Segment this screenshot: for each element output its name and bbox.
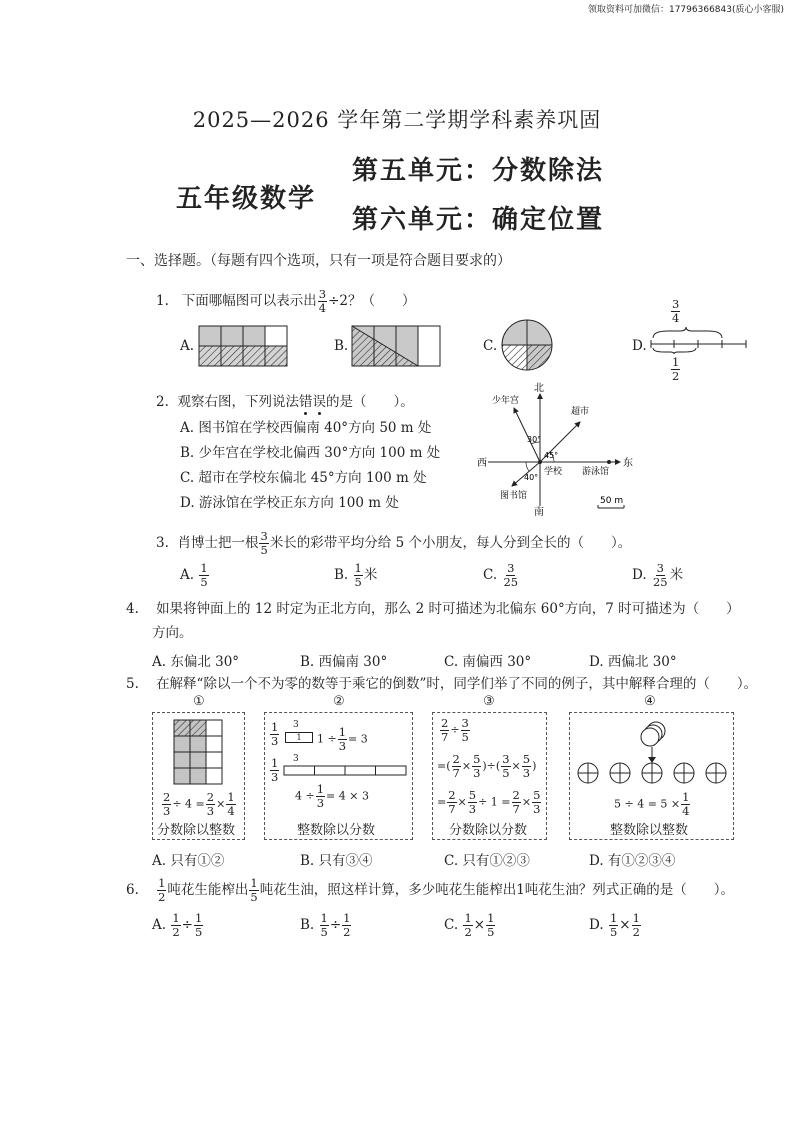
q5-option-a: A. 只有①② bbox=[152, 853, 225, 869]
map-angle-45: 45° bbox=[544, 451, 559, 460]
q3-option-d: D. $\frac{3}{25}$ 米 bbox=[632, 561, 684, 589]
q1-figure-c bbox=[501, 319, 553, 371]
q4-stem-line1: 4. 如果将钟面上的 12 时定为正北方向，那么 2 时可描述为北偏东 60°方向，7 时可描述为（ ） bbox=[126, 601, 740, 617]
q1-stem bbox=[156, 288, 416, 315]
q1-figure-b bbox=[351, 325, 443, 367]
map-south: 南 bbox=[534, 507, 544, 518]
q5-marker-3: ③ bbox=[483, 694, 495, 709]
q6-option-b: B. $\frac{1}{5}$ ÷ $\frac{1}{2}$ bbox=[300, 911, 351, 939]
section-title: 一、选择题。（每题有四个选项，只有一项是符合题目要求的） bbox=[126, 253, 511, 269]
q5-caption-2: 整数除以分数 bbox=[297, 823, 376, 838]
q5-box-3 bbox=[432, 712, 547, 840]
q1-fraction: $\frac{3}{4}$ bbox=[318, 287, 327, 315]
q5-box2-eq1: 1 ÷ $\frac{1}{3}$ = 3 bbox=[317, 725, 368, 753]
q3-option-b: B. $\frac{1}{5}$ 米 bbox=[334, 561, 378, 589]
q1-option-b-label: B. bbox=[334, 338, 349, 354]
q1-d-top-fraction: $\frac{3}{4}$ bbox=[672, 297, 680, 325]
q1-number: 1. bbox=[156, 293, 169, 309]
q5-caption-4: 整数除以整数 bbox=[610, 823, 689, 838]
q1-text-a: 下面哪幅图可以表示出 bbox=[181, 293, 317, 309]
q6-option-c: C. $\frac{1}{2}$ × $\frac{1}{5}$ bbox=[444, 911, 495, 939]
q2-option-b: B. 少年宫在学校北偏西 30°方向 100 m 处 bbox=[180, 445, 441, 461]
q1-option-d-label: D. bbox=[632, 338, 647, 354]
map-west: 西 bbox=[477, 458, 487, 469]
q6-stem: 6. $\frac{1}{2}$ 吨花生能榨出 $\frac{1}{5}$ 吨花生油，照这样计算，多少吨花生能榨出1吨花生油？列式正确的是（ ）。 bbox=[126, 876, 735, 904]
map-east: 东 bbox=[623, 458, 633, 469]
q2-direction-map bbox=[474, 378, 644, 518]
q3-stem: 3. 肖博士把一根 $\frac{3}{5}$ 米长的彩带平均分给 5 个小朋友，每人分到全长的（ ）。 bbox=[156, 529, 632, 557]
q5-box-1 bbox=[152, 712, 245, 840]
page-title: 2025—2026 学年第二学期学科素养巩固 bbox=[192, 108, 602, 132]
q5-box-2: $\frac{1}{3}$ 3 1 1 ÷ $\frac{1}{3}$ = 3 $\frac{1}{3}$ 3 4 ÷ $\frac{1}{3}$ = 4 × 3 整数除以分数 bbox=[264, 712, 413, 840]
q5-option-c: C. 只有①②③ bbox=[444, 853, 530, 869]
q5-box4-equation: 5 ÷ 4 = 5 × $\frac{1}{4}$ bbox=[614, 790, 690, 818]
q1-option-c-label: C. bbox=[483, 338, 498, 354]
q4-option-c: C. 南偏西 30° bbox=[444, 654, 532, 670]
map-supermarket: 超市 bbox=[571, 407, 590, 417]
map-scale-label: 50 m bbox=[600, 496, 624, 506]
q5-box3-line2: =( $\frac{2}{7}$ × $\frac{5}{3}$ )÷( $\frac{3}{5}$ × $\frac{5}{3}$ ) bbox=[437, 752, 537, 780]
q1-d-bottom-fraction: $\frac{1}{2}$ bbox=[672, 355, 680, 383]
map-angle-40: 40° bbox=[524, 473, 539, 482]
q6-option-d: D. $\frac{1}{5}$ × $\frac{1}{2}$ bbox=[589, 911, 640, 939]
map-north: 北 bbox=[534, 383, 544, 394]
grade-title: 五年级数学 bbox=[176, 184, 317, 214]
q2-option-a: A. 图书馆在学校西偏南 40°方向 50 m 处 bbox=[180, 420, 432, 436]
q2-option-d: D. 游泳馆在学校正东方向 100 m 处 bbox=[180, 495, 399, 511]
q5-box1-equation: $\frac{2}{3}$ ÷ 4 = $\frac{2}{3}$ × $\frac{1}{4}$ bbox=[163, 790, 235, 818]
q5-marker-4: ④ bbox=[644, 694, 656, 709]
q5-box3-line1: $\frac{2}{7}$ ÷ $\frac{3}{5}$ bbox=[441, 716, 469, 744]
q5-box2-eq2: 4 ÷ $\frac{1}{3}$ = 4 × 3 bbox=[295, 782, 369, 810]
map-youth-palace: 少年宫 bbox=[492, 396, 520, 406]
q5-option-d: D. 有①②③④ bbox=[589, 853, 676, 869]
q2-emphasis-2: 误 bbox=[312, 394, 326, 410]
q1-text-b: ÷2？（ ） bbox=[328, 293, 416, 309]
q1-figure-d bbox=[650, 326, 750, 354]
q5-caption-3: 分数除以分数 bbox=[449, 823, 528, 838]
q5-box4-circles bbox=[570, 713, 733, 791]
q5-marker-2: ② bbox=[333, 694, 345, 709]
q5-box3-line3: = $\frac{2}{7}$ × $\frac{5}{3}$ ÷ 1 = $\frac{2}{7}$ × $\frac{5}{3}$ bbox=[437, 788, 541, 816]
q5-box2-unit-bar: 1 bbox=[285, 732, 313, 743]
q1-figure-a bbox=[198, 325, 288, 367]
map-library: 图书馆 bbox=[500, 491, 528, 501]
q5-stem: 5. 在解释“除以一个不为零的数等于乘它的倒数”时，同学们举了不同的例子，其中解释合理的（ ）。 bbox=[126, 676, 758, 692]
q2-option-c: C. 超市在学校东偏北 45°方向 100 m 处 bbox=[180, 470, 427, 486]
q5-box1-grid bbox=[173, 719, 225, 785]
unit6-title: 第六单元：确定位置 bbox=[352, 205, 605, 235]
q4-stem-line2: 方向。 bbox=[152, 625, 193, 641]
map-pool: 游泳馆 bbox=[582, 467, 610, 477]
q3-option-a: A. $\frac{1}{5}$ bbox=[180, 561, 208, 589]
q2-stem: 2. 观察右图，下列说法错误的是（ ）。 bbox=[156, 394, 414, 410]
q4-option-a: A. 东偏北 30° bbox=[152, 654, 240, 670]
unit5-title: 第五单元：分数除法 bbox=[352, 156, 605, 186]
map-angle-30: 30° bbox=[527, 435, 542, 444]
q5-marker-1: ① bbox=[193, 694, 205, 709]
q5-box2-long-bar bbox=[283, 765, 409, 777]
q4-option-d: D. 西偏北 30° bbox=[589, 654, 677, 670]
q3-option-c: C. $\frac{3}{25}$ bbox=[483, 561, 519, 589]
q5-option-b: B. 只有③④ bbox=[300, 853, 373, 869]
map-school: 学校 bbox=[544, 467, 563, 477]
q4-option-b: B. 西偏南 30° bbox=[300, 654, 388, 670]
q5-box-4 bbox=[569, 712, 734, 840]
q2-emphasis-1: 错 bbox=[298, 394, 313, 410]
q5-caption-1: 分数除以整数 bbox=[157, 823, 236, 838]
q6-option-a: A. $\frac{1}{2}$ ÷ $\frac{1}{5}$ bbox=[152, 911, 203, 939]
q1-option-a-label: A. bbox=[180, 338, 195, 354]
watermark: 领取资料可加微信：17796366843(质心小客服) bbox=[587, 5, 784, 15]
